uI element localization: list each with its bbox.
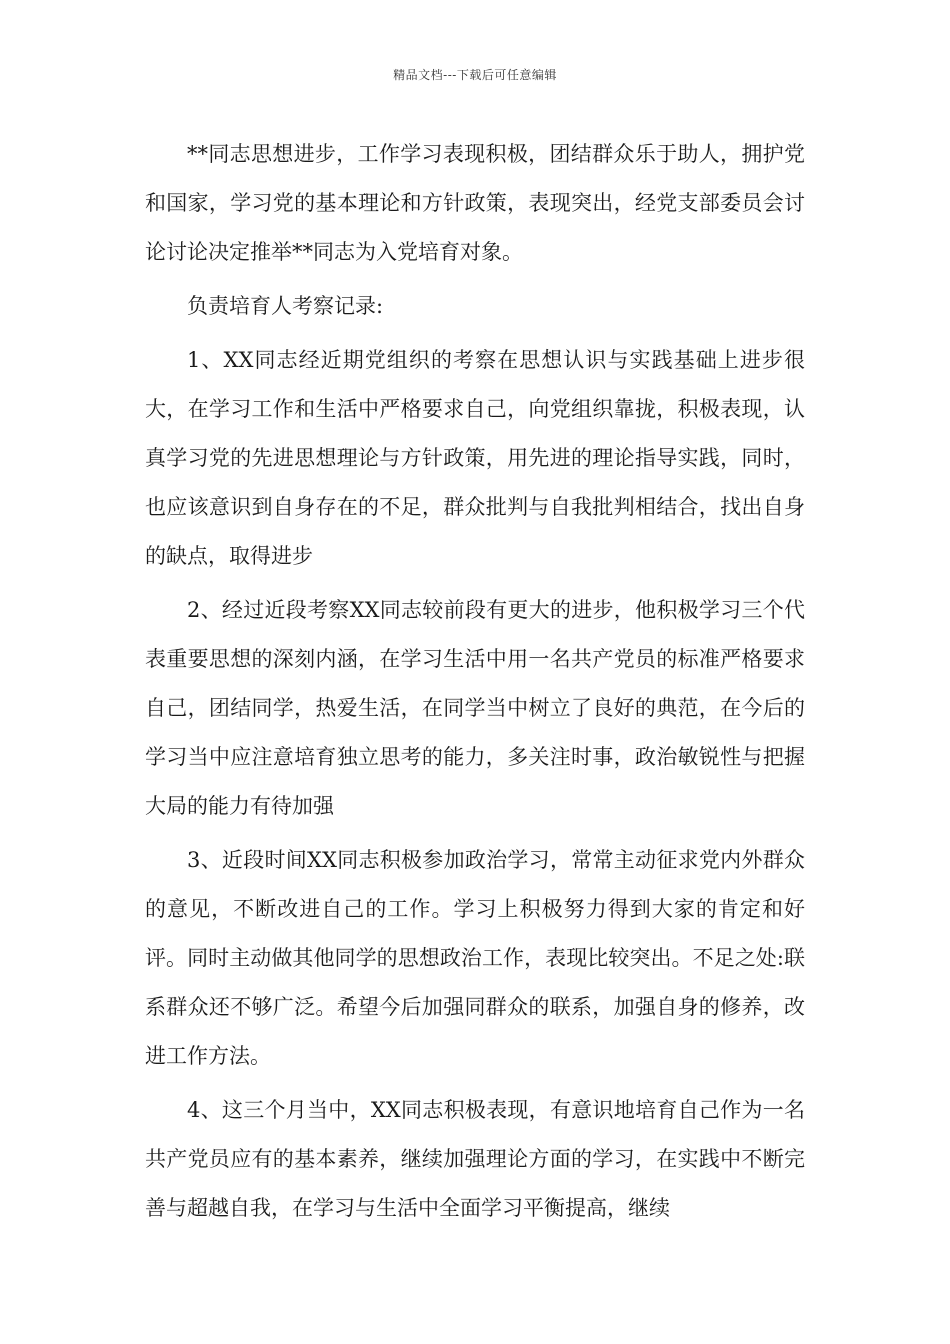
paragraph-record-heading: 负责培育人考察记录: — [187, 294, 384, 318]
page-header: 精品文档---下载后可任意编辑 — [393, 68, 557, 82]
paragraph-record-2: 2、经过近段考察XX同志较前段有更大的进步，他积极学习三个代表重要思想的深刻内涵，在学习生活中用一名共产党员的标准严格要求自己，团结同学，热爱生活，在同学当中树立了良好的典范，在今后的学习当中应注意培育独立思考的能力，多关注时事，政治敏锐性与把握大局的能力有待加强 — [145, 598, 805, 818]
document-body — [145, 130, 805, 1238]
paragraph-record-3: 3、近段时间XX同志积极参加政治学习，常常主动征求党内外群众的意见，不断改进自己的工作。学习上积极努力得到大家的肯定和好评。同时主动做其他同学的思想政治工作，表现比较突出。不足之处:联系群众还不够广泛。希望今后加强同群众的联系，加强自身的修养，改进工作方法。 — [145, 848, 805, 1068]
paragraph-record-4: 4、这三个月当中，XX同志积极表现，有意识地培育自己作为一名共产党员应有的基本素养，继续加强理论方面的学习，在实践中不断完善与超越自我，在学习与生活中全面学习平衡提高，继续 — [145, 1098, 805, 1220]
paragraph-record-1: 1、XX同志经近期党组织的考察在思想认识与实践基础上进步很大，在学习工作和生活中严格要求自己，向党组织靠拢，积极表现，认真学习党的先进思想理论与方针政策，用先进的理论指导实践，同时，也应该意识到自身存在的不足，群众批判与自我批判相结合，找出自身的缺点，取得进步 — [145, 348, 805, 568]
paragraph-recommendation: **同志思想进步，工作学习表现积极，团结群众乐于助人，拥护党和国家，学习党的基本理论和方针政策，表现突出，经党支部委员会讨论讨论决定推举**同志为入党培育对象。 — [145, 142, 805, 264]
